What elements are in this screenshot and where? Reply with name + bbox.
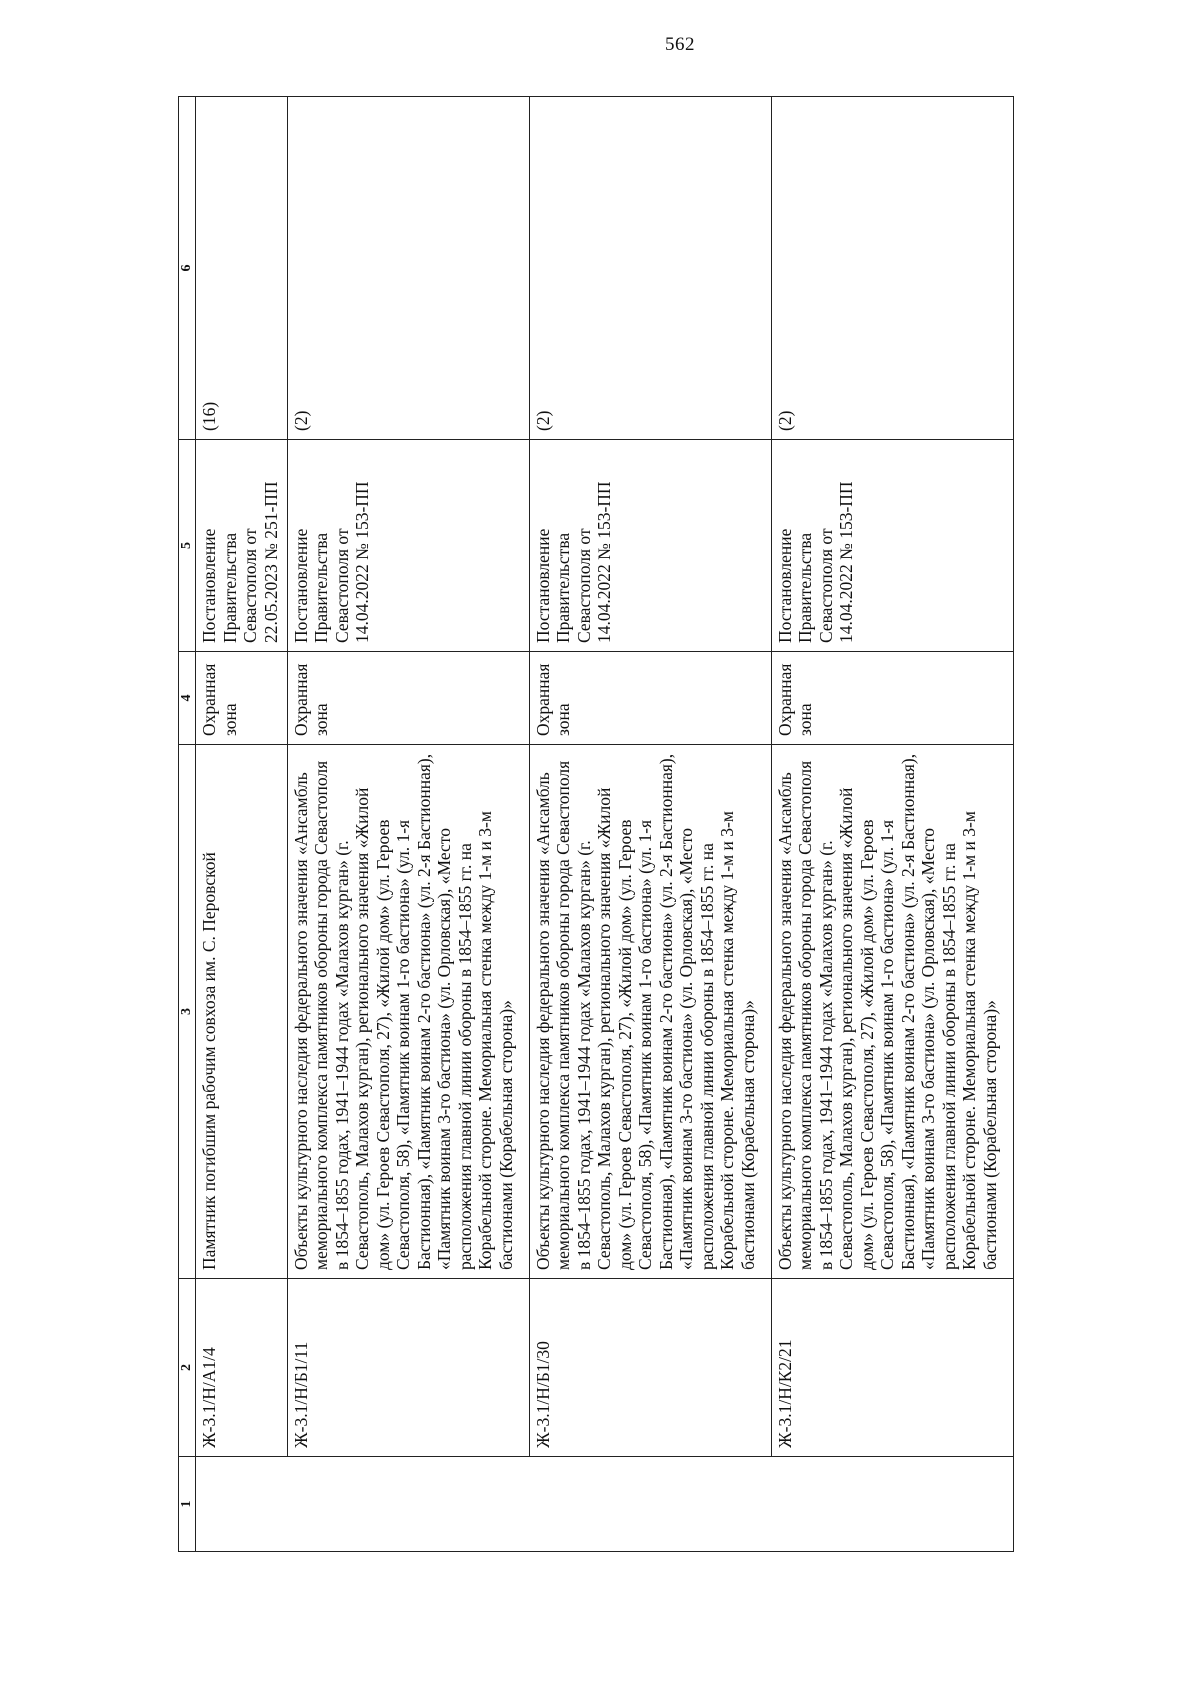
zone-type-cell: Охранная зона (771, 652, 1013, 745)
zone-code-cell: Ж-3.1/Н/К2/21 (771, 1279, 1013, 1457)
zone-type-cell: Охранная зона (196, 652, 288, 745)
zones-table (178, 96, 1014, 1552)
header-col-4: 4 (179, 652, 196, 745)
header-col-5: 5 (179, 440, 196, 652)
note-cell: (2) (771, 97, 1013, 440)
zone-code-cell: Ж-3.1/Н/Б1/11 (287, 1279, 529, 1457)
document-cell: Постановление Правительства Севастополя от 22.05.2023 № 251-ПП (196, 440, 288, 652)
document-cell: Постановление Правительства Севастополя от 14.04.2022 № 153-ПП (529, 440, 771, 652)
page-number: 562 (665, 34, 695, 55)
zone-code-cell: Ж-3.1/Н/Б1/30 (529, 1279, 771, 1457)
table-row (771, 97, 1013, 1552)
zone-code-cell: Ж-3.1/Н/А1/4 (196, 1279, 288, 1457)
document-cell: Постановление Правительства Севастополя от 14.04.2022 № 153-ПП (287, 440, 529, 652)
column-1-cell (196, 1457, 1014, 1552)
rotated-table-container (178, 97, 1014, 1552)
note-cell: (2) (287, 97, 529, 440)
document-cell: Постановление Правительства Севастополя от 14.04.2022 № 153-ПП (771, 440, 1013, 652)
zone-type-cell: Охранная зона (529, 652, 771, 745)
table-row (196, 97, 288, 1552)
note-cell: (2) (529, 97, 771, 440)
zone-type-cell: Охранная зона (287, 652, 529, 745)
object-name-cell: Объекты культурного наследия федерального значения «Ансамбль мемориального комплекса памятников обороны города Севастополя в 1854–1855 годах, 1941–1944 годах «Малахов курган» (г. Севастополь, Малахов курган), регионального значения «Жилой дом» (ул. Героев Севастополя, 27), «Жилой дом» (ул. Героев Севастополя, 58), «Памятник воинам 1-го бастиона» (ул. 1-я Бастионная), «Памятник воинам 2-го бастиона» (ул. 2-я Бастионная), «Памятник воинам 3-го бастиона» (ул. Орловская), «Место расположения главной линии обороны в 1854–1855 гг. на Корабельной стороне. Мемориальная стенка между 1-м и 3-м бастионами (Корабельная сторона)» (771, 745, 1013, 1279)
note-cell: (16) (196, 97, 288, 440)
object-name-cell: Объекты культурного наследия федерального значения «Ансамбль мемориального комплекса памятников обороны города Севастополя в 1854–1855 годах, 1941–1944 годах «Малахов курган» (г. Севастополь, Малахов курган), регионального значения «Жилой дом» (ул. Героев Севастополя, 27), «Жилой дом» (ул. Героев Севастополя, 58), «Памятник воинам 1-го бастиона» (ул. 1-я Бастионная), «Памятник воинам 2-го бастиона» (ул. 2-я Бастионная), «Памятник воинам 3-го бастиона» (ул. Орловская), «Место расположения главной линии обороны в 1854–1855 гг. на Корабельной стороне. Мемориальная стенка между 1-м и 3-м бастионами (Корабельная сторона)» (529, 745, 771, 1279)
header-col-3: 3 (179, 745, 196, 1279)
header-row (179, 97, 196, 1552)
object-name-cell: Объекты культурного наследия федерального значения «Ансамбль мемориального комплекса памятников обороны города Севастополя в 1854–1855 годах, 1941–1944 годах «Малахов курган» (г. Севастополь, Малахов курган), регионального значения «Жилой дом» (ул. Героев Севастополя, 27), «Жилой дом» (ул. Героев Севастополя, 58), «Памятник воинам 1-го бастиона» (ул. 1-я Бастионная), «Памятник воинам 2-го бастиона» (ул. 2-я Бастионная), «Памятник воинам 3-го бастиона» (ул. Орловская), «Место расположения главной линии обороны в 1854–1855 гг. на Корабельной стороне. Мемориальная стенка между 1-м и 3-м бастионами (Корабельная сторона)» (287, 745, 529, 1279)
header-col-1: 1 (179, 1457, 196, 1552)
table-row (529, 97, 771, 1552)
header-col-6: 6 (179, 97, 196, 440)
table-row (287, 97, 529, 1552)
object-name-cell: Памятник погибшим рабочим совхоза им. С. Перовской (196, 745, 288, 1279)
header-col-2: 2 (179, 1279, 196, 1457)
